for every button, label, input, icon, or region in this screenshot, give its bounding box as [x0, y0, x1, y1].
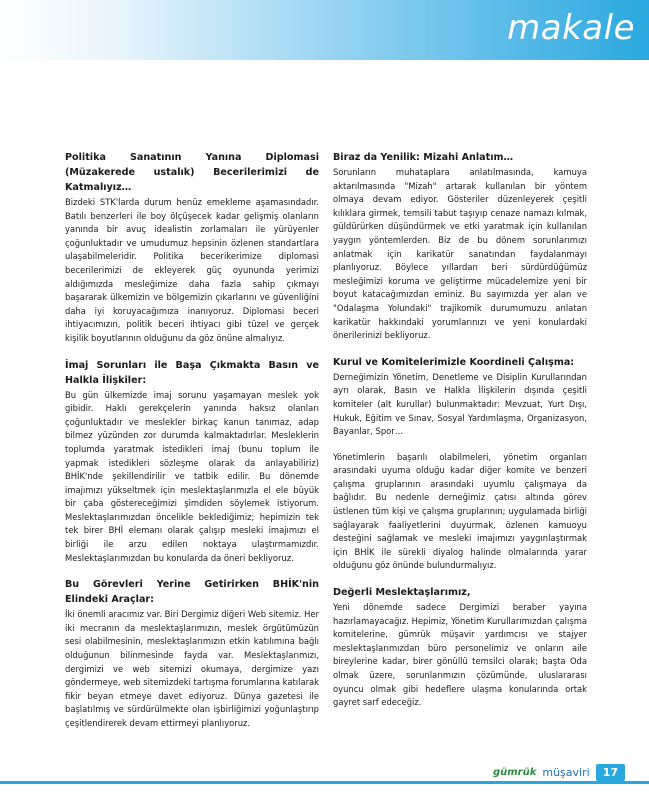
section-body: Bu gün ülkemizde imaj sorunu yaşamayan meslek yok gibidir. Haklı gerekçelerin yanında haksız olanları çoğunluktadır ve meslekler birkaç kanun tanımaz, adap bilmez yüzünden zor durumda kalmaktadırlar. Mesleklerin toplumda yaratmak istedikleri imaj (bunu toplum ile yapmak istedikleri sözleşme olarak da anlayabiliriz) BHİK'nde şekillendirilir ve tatbik edilir. Bu dönemde imajımızı yükseltmek için meslektaşlarımızla el ele büyük bir çaba göstereceğimizi şimdiden söylemek istiyorum. Meslektaşlarımızdan öncelikle beklediğimiz; hepimizin tek tek birer BHİ elemanı olarak çalışıp mesleki imajımızı el birliği ile arzu edilen noktaya ulaştırmamızdır. Meslektaşlarımızdan bu konularda da öneri bekliyoruz. — [65, 389, 319, 563]
footer — [493, 764, 625, 781]
left-column — [65, 150, 319, 743]
section-title: makale — [507, 8, 635, 48]
section-body: Yönetimlerin başarılı olabilmeleri, yönetim organları arasındaki uyuma olduğu kadar diğer komite ve benzeri çalışma gruplarının arasındaki uyumlu çalışmaya da bağlıdır. Bu nedenle derneğimiz çatısı altında görev üstlenen tüm kişi ve çalışma gruplarının; uygulamada birliği sağlayarak faaliyetlerini duyurmak, özlenen kamuoyu desteğini sağlamak ve mesleki imajımızı yaygınlaştırmak için BHİK ile sürekli diyalog halinde olmalarında yarar olduğunu göz önünde bulundurmalıyız. — [333, 451, 587, 571]
article-section — [65, 150, 319, 346]
header-banner — [0, 0, 649, 60]
section-heading: Politika Sanatının Yanına Diplomasi (Müzakerede ustalık) Becerilerimizi de Katmalıyız… — [65, 152, 319, 193]
footer-rule — [0, 781, 649, 784]
section-body: Sorunların muhataplara anlatılmasında, kamuya aktarılmasında "Mizah" artarak kullanılan bir yöntem olmaya devam ediyor. Gösteriler düzenleyerek çeşitli kılıklara girmek, temsili tabut taşıyıp cenaze namazı kılmak, güldürürken düşündürmek ve etki yaratmak için kullanılan yaygın yöntemlerden. Biz de bu dönem sorunlarımızı anlatmak için karikatür sanatından faydalanmayı planlıyoruz. Böylece yıllardan beri sürdürdüğümüz mesleğimizi koruma ve geliştirme mücadelemize yeni bir boyut katacağımızdan eminiz. Bu sayımızda yer alan ve "Odalaşma Yolundaki" trajikomik durumumuzu anlatan karikatür hakkındaki yorumlarınızı ve yeni konulardaki önerilerinizi bekliyoruz. — [333, 167, 587, 341]
section-body: Derneğimizin Yönetim, Denetleme ve Disiplin Kurullarından ayrı olarak, Basın ve Halkla İlişkilerin dışında çeşitli komiteler (alt kurullar) bulunmaktadır: Mevzuat, Yurt Dışı, Hukuk, Eğitim ve Sınav, Sosyal Yardımlaşma, Organizasyon, Bayanlar, Spor… — [333, 371, 587, 437]
right-column — [333, 150, 587, 722]
section-heading: Değerli Meslektaşlarımız, — [333, 587, 471, 599]
article-section — [333, 451, 587, 573]
section-heading: Kurul ve Komitelerimizle Koordineli Çalışma: — [333, 356, 575, 368]
section-body: İki önemli aracımız var. Biri Dergimiz diğeri Web sitemiz. Her iki mecranın da meslektaşlarımızın, meslek örgütümüzün sesi olabilmesinin, meslektaşlarımızın etkin katılımına bağlı olduğunun bilinmesinde fayda var. Meslektaşlarımızı, dergimizi ve web sitemizi okumaya, dergimize yazı göndermeye, web sitemizdeki tartışma forumlarına katılarak fikir beyan etmeye davet ediyoruz. Dünya gazetesi ile başlatılmış ve sürdürülmekte olan işbirliğimizi yoğunlaştırıp çeşitlendirerek devam ettirmeyi planlıyoruz. — [65, 609, 319, 728]
section-heading: Bu Görevleri Yerine Getirirken BHİK'nin Elindeki Araçlar: — [65, 579, 319, 606]
article-section — [333, 585, 587, 710]
page-number: 17 — [596, 764, 625, 781]
article-section — [65, 577, 319, 730]
article-section — [65, 358, 319, 566]
magazine-logo-secondary: müşaviri — [542, 766, 590, 779]
section-body: Yeni dönemde sadece Dergimizi beraber yayına hazırlamayacağız. Hepimiz, Yönetim Kurullarımızdan çalışma komitelerine, gümrük müşavir yardımcısı ve stajyer meslektaşlarımızdan büro personelimiz ve onların aile bireylerine kadar, birer gönüllü temsilci olarak; başta Oda olmak üzere, sorunlarımızın çözümünde, uluslararası oyuncu olmak gibi hedeflere ulaşma konularında ortak gayret sarf edeceğiz. — [333, 602, 587, 708]
magazine-logo-primary: gümrük — [492, 767, 537, 778]
section-heading: Biraz da Yenilik: Mizahi Anlatım… — [333, 152, 514, 163]
article-section — [333, 150, 587, 343]
section-body: Bizdeki STK'larda durum henüz emekleme aşamasındadır. Batılı benzerleri ile boy ölçüşecek kadar gelişmiş olanların yanında bir avuç idealistin zorlamaları ile yürüyenler çoğunluktadır ve umudumuz hepsinin özlenen standartlara ulaşabilmeleridir. Politika becerikerimize diplomasi becerilerimizi de ekleyerek güç oyununda yerimizi aldığımızda mesleğimize daha fazla sahip çıkmayı başararak ülkemizin ve bölgemizin çıkarlarını ve güvenliğini daha iyi koruyacağımıza inanıyoruz. Diplomasi beceri ihtiyacımızın, politik beceri ihtiyacı gibi tüzel ve gerçek kişilik boyutlarının olduğunu da göz önüne almalıyız. — [65, 197, 319, 343]
article-section — [333, 355, 587, 439]
section-heading: İmaj Sorunları ile Başa Çıkmakta Basın ve Halkla İlişkiler: — [65, 359, 319, 386]
